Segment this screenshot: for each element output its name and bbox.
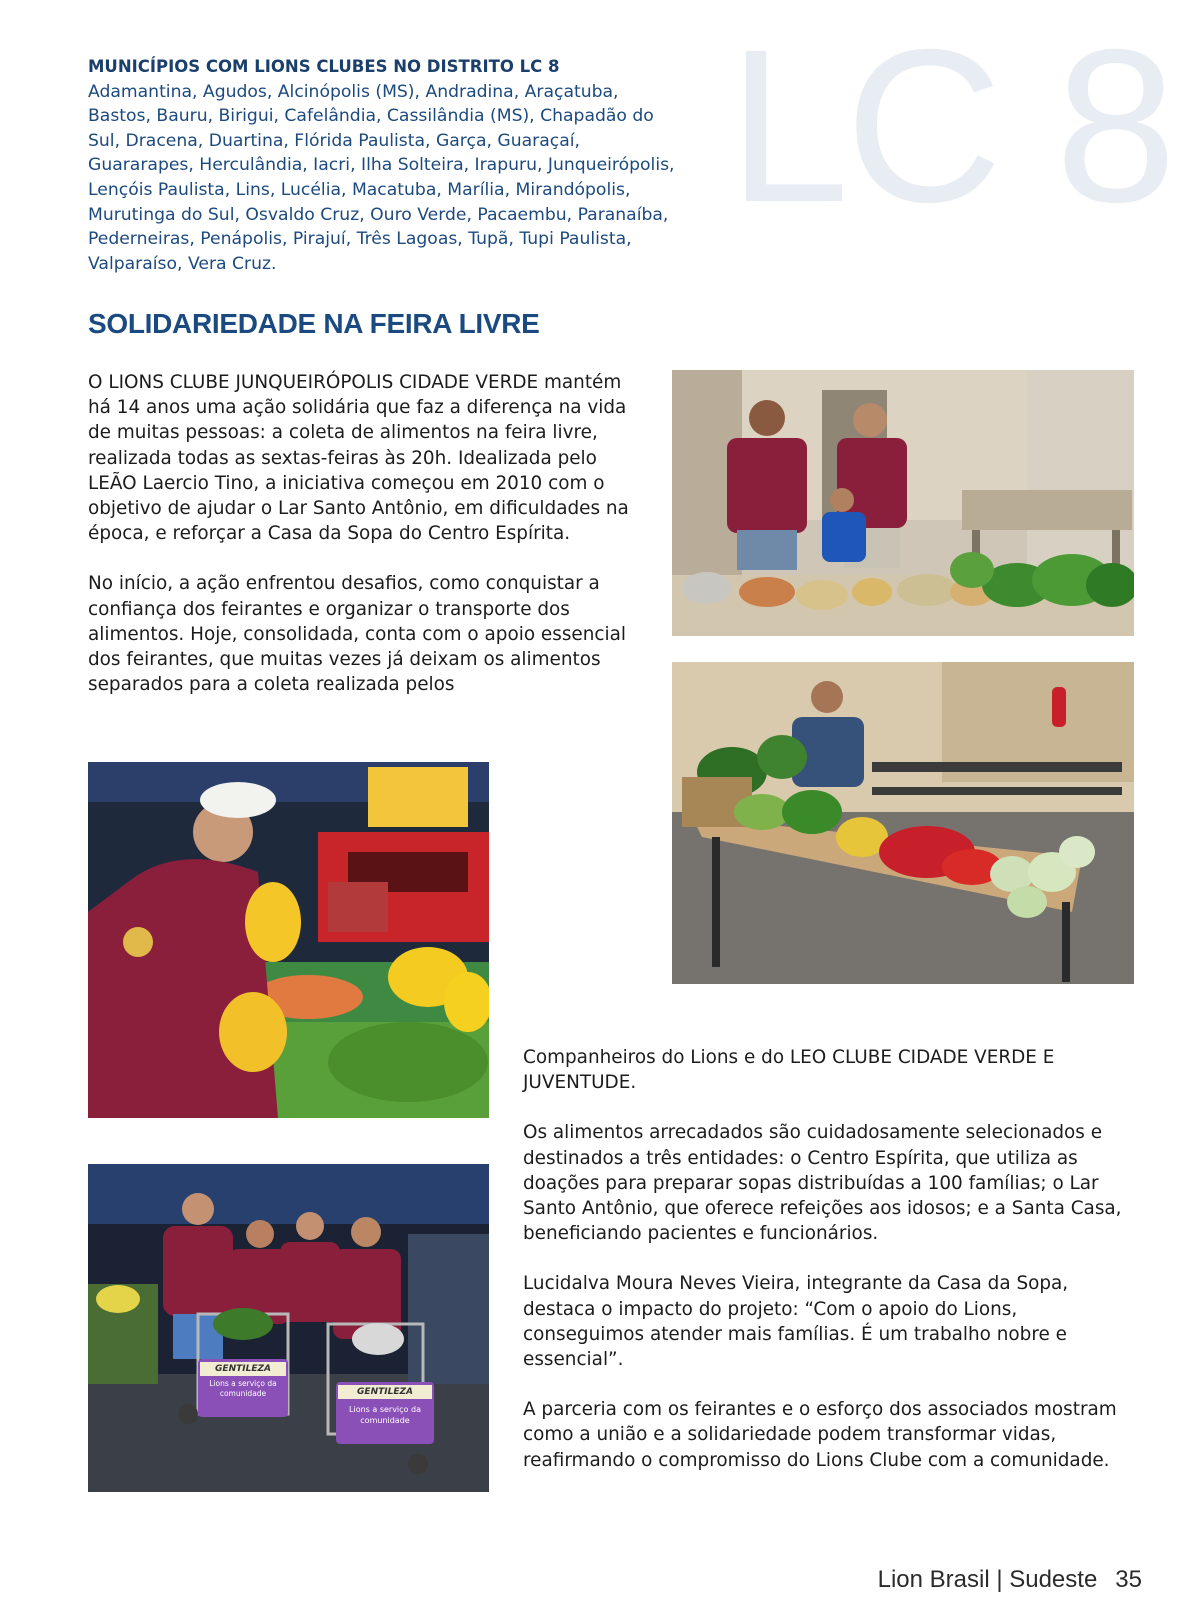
cart-sign-1-title: GENTILEZA [215,1364,271,1374]
cart-sign-2-title: GENTILEZA [357,1387,413,1397]
article-paragraph-5: Lucidalva Moura Neves Vieira, integrante da Casa da Sopa, destaca o impacto do projeto: “Com o apoio do Lions, conseguimos atender mais famílias. É um trabalho nobre e essencial”. [523,1273,1069,1371]
cart-sign-2-subtitle: Lions a serviço da comunidade [349,1405,421,1425]
municipalities-title: MUNICÍPIOS COM LIONS CLUBES NO DISTRITO LC 8 [88,57,560,76]
photo-group-with-produce [672,370,1134,636]
photo-volunteer-at-market [88,762,489,1118]
municipalities-block [88,55,678,276]
article-paragraph-1: O LIONS CLUBE JUNQUEIRÓPOLIS CIDADE VERDE mantém há 14 anos uma ação solidária que faz a diferença na vida de muitas pessoas: a coleta de alimentos na feira livre, realizada todas as sextas-feiras às 20h. Idealizada pelo LEÃO Laercio Tino, a iniciativa começou em 2010 com o objetivo de ajudar o Lar Santo Antônio, em dificuldades na época, e reforçar a Casa da Sopa do Centro Espírita. [88,372,629,545]
district-watermark: LC 8 [728,5,1173,248]
photo-vegetable-table [672,662,1134,984]
publication-name: Lion Brasil | Sudeste [877,1566,1098,1593]
article-paragraph-4: Os alimentos arrecadados são cuidadosamente selecionados e destinados a três entidades: o Centro Espírita, que utiliza as doações para preparar sopas distribuídas a 100 famílias; o Lar Santo Antônio, que oferece refeições aos idosos; e a Santa Casa, beneficiando pacientes e funcionários. [523,1122,1122,1245]
article-paragraph-3: Companheiros do Lions e do LEO CLUBE CIDADE VERDE E JUVENTUDE. [523,1047,1055,1094]
municipalities-list: Adamantina, Agudos, Alcinópolis (MS), Andradina, Araçatuba, Bastos, Bauru, Birigui, Cafelândia, Cassilândia (MS), Chapadão do Sul, Dracena, Duartina, Flórida Paulista, Garça, Guaraçaí, Guararapes, Herculândia, Iacri, Ilha Solteira, Irapuru, Junqueirópolis, Lençóis Paulista, Lins, Lucélia, Macatuba, Marília, Mirandópolis, Murutinga do Sul, Osvaldo Cruz, Ouro Verde, Pacaembu, Paranaíba, Pederneiras, Penápolis, Pirajuí, Três Lagoas, Tupã, Tupi Paulista, Valparaíso, Vera Cruz. [88,81,675,274]
page-number: 35 [1115,1566,1142,1593]
article-title: SOLIDARIEDADE NA FEIRA LIVRE [88,308,540,339]
page-footer [878,1566,1142,1594]
article-paragraph-6: A parceria com os feirantes e o esforço dos associados mostram como a união e a solidariedade podem transformar vidas, reafirmando o compromisso do Lions Clube com a comunidade. [523,1399,1117,1471]
photo-group-with-carts [88,1164,489,1492]
article-column-left [88,370,633,722]
article-column-right [523,1045,1143,1498]
article-paragraph-2: No início, a ação enfrentou desafios, como conquistar a confiança dos feirantes e organizar o transporte dos alimentos. Hoje, consolidada, conta com o apoio essencial dos feirantes, que muitas vezes já deixam os alimentos separados para a coleta realizada pelos [88,573,626,696]
cart-sign-1-subtitle: Lions a serviço da comunidade [209,1379,277,1398]
